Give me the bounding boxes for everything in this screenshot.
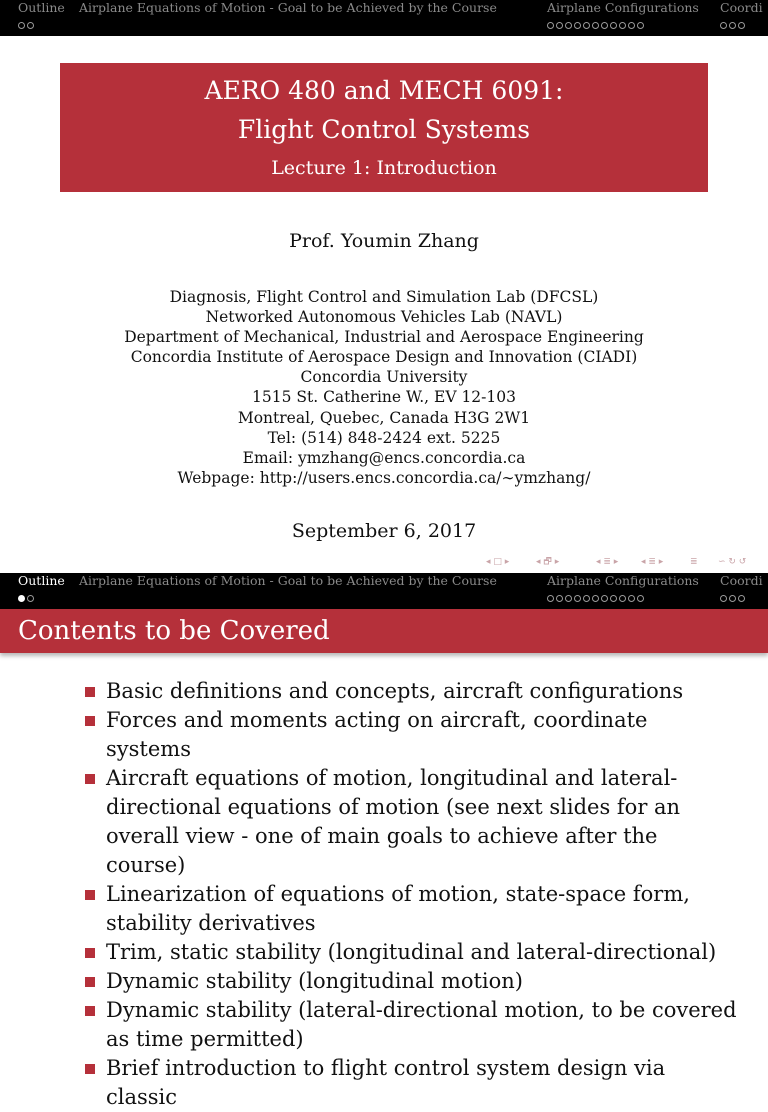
contents-slide: [0, 573, 768, 1109]
frame-dot-icon[interactable]: [720, 595, 727, 602]
frame-dot-icon[interactable]: [27, 22, 34, 29]
nav-dots: [547, 17, 699, 31]
nav-section-configurations[interactable]: Airplane Configurations: [547, 573, 699, 604]
slide-subtitle: Lecture 1: Introduction: [271, 157, 497, 179]
frame-dot-icon[interactable]: [628, 22, 635, 29]
nav-section-configurations[interactable]: Airplane Configurations: [547, 0, 699, 31]
list-item: Trim, static stability (longitudinal and lateral-directional): [0, 938, 768, 967]
institute-line: Networked Autonomous Vehicles Lab (NAVL): [205, 308, 563, 327]
frame-dot-icon[interactable]: [601, 595, 608, 602]
frame-dot-icon[interactable]: [27, 595, 34, 602]
institute-line: Concordia Institute of Aerospace Design and Innovation (CIADI): [130, 348, 638, 367]
frame-dot-icon[interactable]: [574, 22, 581, 29]
date: September 6, 2017: [291, 520, 477, 542]
prev-next-frame-icon[interactable]: ◂ 🗗 ▸: [536, 557, 560, 567]
frame-dot-icon[interactable]: [547, 595, 554, 602]
frame-dot-icon[interactable]: [738, 22, 745, 29]
bullet-list: [0, 677, 768, 1112]
search-back-icon[interactable]: ∽ ↻ ↺: [718, 557, 747, 567]
nav-section-coordinate[interactable]: Coordi: [720, 0, 763, 31]
prev-next-slide-icon[interactable]: ◂ □ ▸: [486, 557, 510, 567]
frame-dot-icon[interactable]: [565, 22, 572, 29]
institute-line: Tel: (514) 848-2424 ext. 5225: [267, 428, 501, 447]
list-item: Dynamic stability (lateral-directional motion, to be covered as time permitted): [0, 996, 768, 1054]
bullet-square-icon: [85, 774, 95, 784]
frame-dot-icon[interactable]: [601, 22, 608, 29]
frame-dot-icon[interactable]: [729, 595, 736, 602]
frame-dot-icon[interactable]: [610, 595, 617, 602]
nav-section-equations[interactable]: Airplane Equations of Motion - Goal to be Achieved by the Course: [79, 0, 497, 15]
frame-dot-icon[interactable]: [628, 595, 635, 602]
institute-line: Concordia University: [300, 368, 468, 387]
prev-next-subsection-icon[interactable]: ◂ ≣ ▸: [596, 557, 619, 567]
bullet-square-icon: [85, 1006, 95, 1016]
nav-section-equations[interactable]: Airplane Equations of Motion - Goal to be Achieved by the Course: [79, 573, 497, 588]
bullet-square-icon: [85, 1064, 95, 1074]
list-item: Basic definitions and concepts, aircraft configurations: [0, 677, 768, 706]
frame-title: Contents to be Covered: [18, 616, 330, 646]
document-icon[interactable]: ≣: [690, 557, 698, 567]
nav-section-outline[interactable]: Outline: [18, 573, 65, 604]
nav-section-outline[interactable]: Outline: [18, 0, 65, 31]
bullet-square-icon: [85, 890, 95, 900]
current-frame-dot-icon[interactable]: [18, 595, 25, 602]
beamer-nav-bar: [486, 555, 762, 569]
frame-dot-icon[interactable]: [619, 22, 626, 29]
list-item: Forces and moments acting on aircraft, coordinate systems: [0, 706, 768, 764]
frame-dot-icon[interactable]: [738, 595, 745, 602]
nav-dots: [18, 17, 65, 31]
frame-dot-icon[interactable]: [547, 22, 554, 29]
frame-dot-icon[interactable]: [556, 595, 563, 602]
frame-dot-icon[interactable]: [565, 595, 572, 602]
frame-dot-icon[interactable]: [583, 22, 590, 29]
frame-dot-icon[interactable]: [637, 595, 644, 602]
frame-dot-icon[interactable]: [610, 22, 617, 29]
webpage-line: Webpage: http://users.encs.concordia.ca/∼ymzhang/: [177, 468, 591, 487]
nav-dots: [720, 590, 763, 604]
institute-line: Diagnosis, Flight Control and Simulation Lab (DFCSL): [169, 288, 599, 306]
institute-line: 1515 St. Catherine W., EV 12-103: [252, 388, 516, 407]
frame-dot-icon[interactable]: [619, 595, 626, 602]
frame-dot-icon[interactable]: [18, 22, 25, 29]
frame-dot-icon[interactable]: [556, 22, 563, 29]
slide-title-line2: Flight Control Systems: [237, 115, 531, 144]
email-line: Email: ymzhang@encs.concordia.ca: [242, 448, 526, 467]
slide-title-line1: AERO 480 and MECH 6091:: [204, 76, 564, 105]
frame-title-bar: [0, 609, 768, 653]
prev-next-section-icon[interactable]: ◂ ≣ ▸: [641, 557, 664, 567]
navbar: [0, 573, 768, 609]
frame-dot-icon[interactable]: [637, 22, 644, 29]
author: Prof. Youmin Zhang: [289, 230, 479, 252]
bullet-square-icon: [85, 687, 95, 697]
frame-dot-icon[interactable]: [583, 595, 590, 602]
nav-dots: [547, 590, 699, 604]
list-item: Dynamic stability (longitudinal motion): [0, 967, 768, 996]
institute-line: Department of Mechanical, Industrial and Aerospace Engineering: [124, 328, 644, 347]
nav-dots: [18, 590, 65, 604]
list-item: Brief introduction to flight control system design via classic: [0, 1054, 768, 1112]
frame-dot-icon[interactable]: [574, 595, 581, 602]
institute: [0, 287, 768, 488]
navbar: [0, 0, 768, 36]
title-box: [60, 63, 708, 192]
institute-line: Montreal, Quebec, Canada H3G 2W1: [237, 408, 531, 427]
bullet-square-icon: [85, 948, 95, 958]
frame-dot-icon[interactable]: [729, 22, 736, 29]
bullet-square-icon: [85, 716, 95, 726]
list-item: Aircraft equations of motion, longitudinal and lateral-directional equations of motion (see next slides for an overall view - one of main goals to achieve after the course): [0, 764, 768, 880]
nav-section-coordinate[interactable]: Coordi: [720, 573, 763, 604]
nav-dots: [720, 17, 763, 31]
bullet-square-icon: [85, 977, 95, 987]
list-item: Linearization of equations of motion, state-space form, stability derivatives: [0, 880, 768, 938]
frame-dot-icon[interactable]: [592, 595, 599, 602]
frame-dot-icon[interactable]: [592, 22, 599, 29]
frame-dot-icon[interactable]: [720, 22, 727, 29]
